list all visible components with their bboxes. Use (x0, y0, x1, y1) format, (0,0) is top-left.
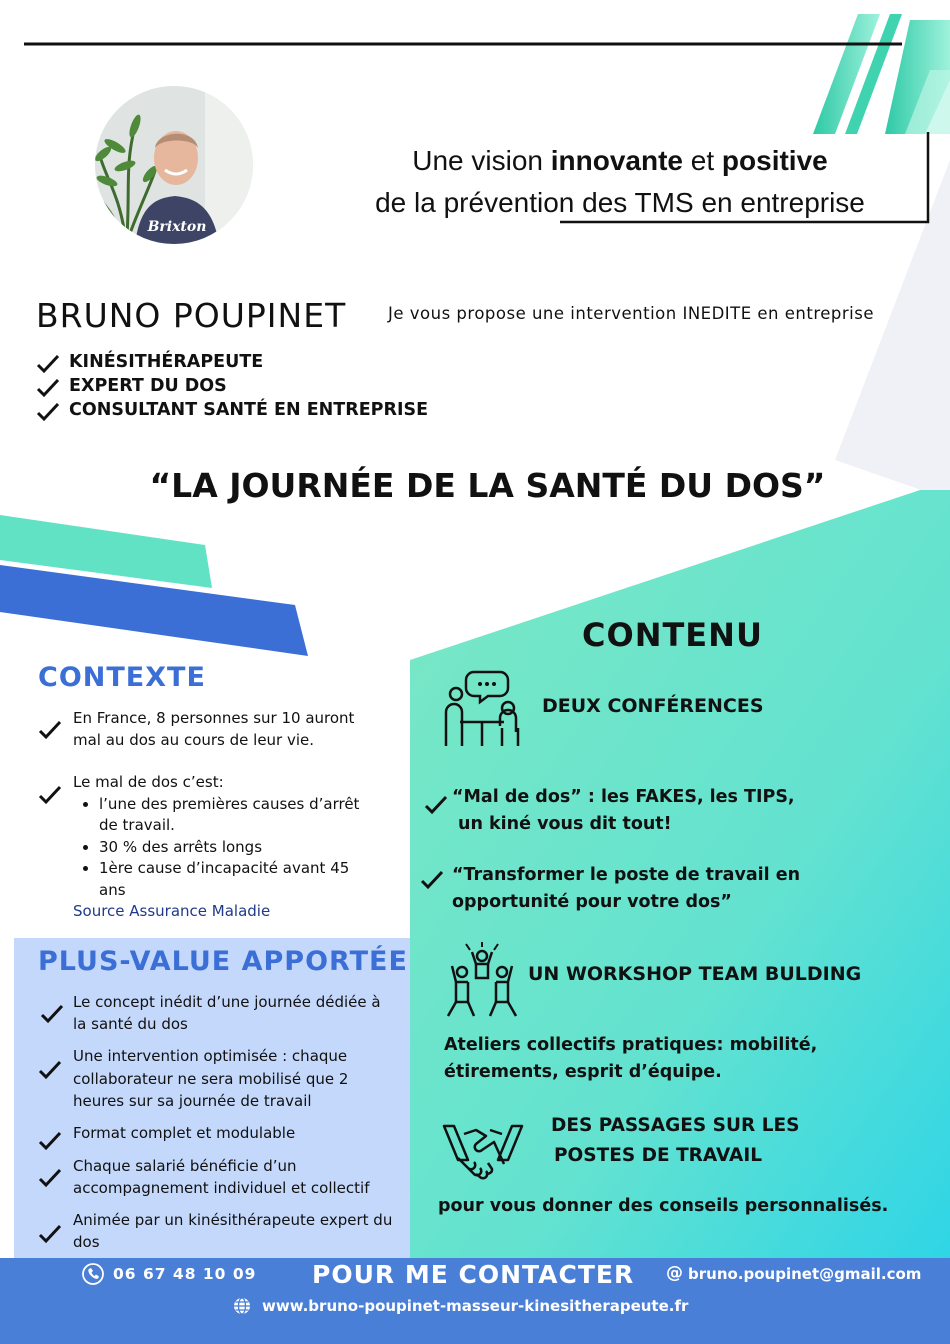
plus-value-item: Chaque salarié bénéficie d’un accompagnement individuel et collectif (73, 1157, 370, 1197)
plus-value-item: Le concept inédit d’une journée dédiée à la santé du dos (73, 993, 381, 1033)
conferences-title: DEUX CONFÉRENCES (542, 695, 764, 717)
check-icon (38, 720, 62, 740)
tagline-line-2: de la prévention des TMS en entreprise (375, 187, 865, 218)
check-icon (38, 1060, 62, 1080)
contact-cta: POUR ME CONTACTER (312, 1260, 635, 1289)
avatar-shirt-text: Brixton (147, 219, 207, 235)
check-icon (420, 870, 444, 890)
conference-icon (442, 668, 522, 750)
check-icon (36, 378, 60, 398)
event-title: “LA JOURNÉE DE LA SANTÉ DU DOS” (149, 466, 826, 505)
contexte-item-1: En France, 8 personnes sur 10 auront mal au dos au cours de leur vie. (73, 709, 355, 749)
phone-icon (82, 1263, 104, 1285)
check-icon (38, 1168, 62, 1188)
bullet-item: l’une des premières causes d’arrêt de travail. (73, 794, 378, 837)
plus-value-item: Animée par un kinésithérapeute expert du dos (73, 1211, 393, 1251)
workshop-description: Ateliers collectifs pratiques: mobilité, étirements, esprit d’équipe. (444, 1035, 818, 1082)
check-icon (38, 785, 62, 805)
workshop-title: UN WORKSHOP TEAM BULDING (528, 963, 862, 985)
passages-description: pour vous donner des conseils personnalisés. (438, 1196, 889, 1216)
bullet-item: 1ère cause d’incapacité avant 45 ans (73, 858, 369, 901)
tagline-line-1: Une vision innovante et positive (412, 145, 828, 176)
contact-email[interactable]: bruno.poupinet@gmail.com (688, 1265, 922, 1283)
check-icon (424, 795, 448, 815)
passages-title: DES PASSAGES SUR LES POSTES DE TRAVAIL (551, 1115, 800, 1166)
at-icon: @ (666, 1263, 683, 1283)
tagline (320, 140, 920, 224)
plus-value-item: Format complet et modulable (73, 1124, 296, 1142)
bullet-item: 30 % des arrêts longs (73, 837, 378, 859)
contexte-item-2: Le mal de dos c’est: l’une des premières causes d’arrêt de travail. 30 % des arrêts longs 1ère cause d’incapacité avant 45 ans (73, 772, 378, 901)
contact-website[interactable]: www.bruno-poupinet-masseur-kinesitherapeute.fr (262, 1297, 689, 1315)
check-icon (38, 1131, 62, 1151)
globe-icon (233, 1297, 251, 1315)
profile-name: BRUNO POUPINET (36, 296, 347, 335)
contexte-source: Source Assurance Maladie (73, 902, 271, 920)
team-building-icon (442, 942, 522, 1020)
check-icon (38, 1224, 62, 1244)
conference-1: “Mal de dos” : les FAKES, les TIPS, un kiné vous dit tout! (452, 787, 795, 834)
check-icon (36, 354, 60, 374)
plus-value-heading: PLUS-VALUE APPORTÉE (38, 946, 408, 977)
plus-value-item: Une intervention optimisée : chaque collaborateur ne sera mobilisé que 2 heures sur sa journée de travail (73, 1047, 349, 1110)
handshake-icon (442, 1120, 524, 1182)
contact-phone[interactable]: 06 67 48 10 09 (113, 1265, 257, 1283)
check-icon (36, 402, 60, 422)
check-icon (40, 1004, 64, 1024)
conference-2: “Transformer le poste de travail en opportunité pour votre dos” (452, 865, 801, 912)
contenu-heading: CONTENU (582, 616, 763, 654)
avatar (95, 86, 253, 244)
profile-intro: Je vous propose une intervention INEDITE en entreprise (388, 304, 875, 323)
contexte-heading: CONTEXTE (38, 662, 206, 693)
